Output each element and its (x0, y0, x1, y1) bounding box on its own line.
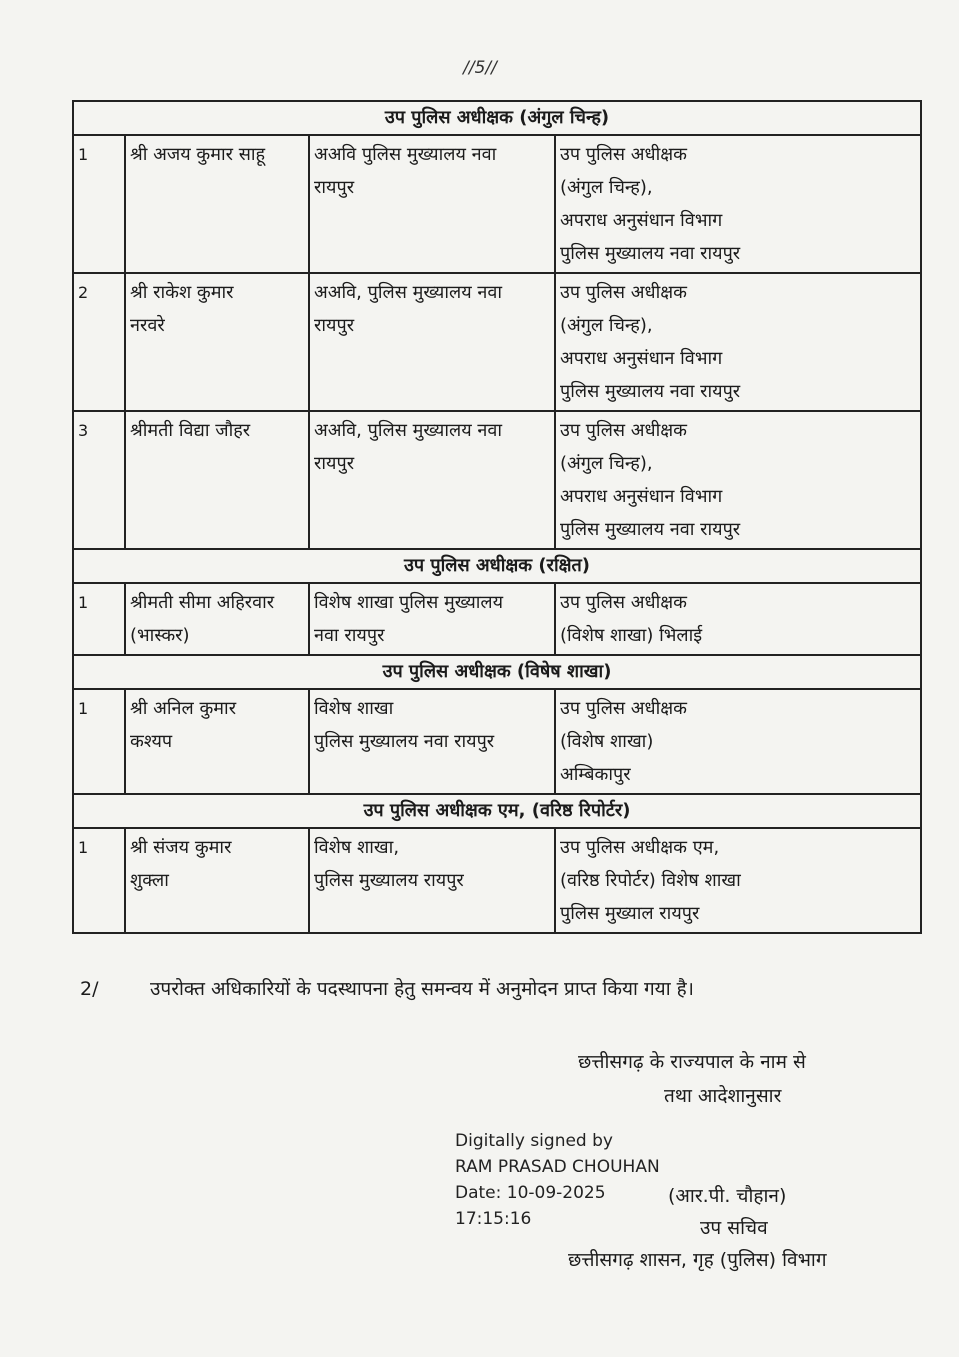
new-posting-line: अपराध अनुसंधान विभाग (560, 486, 723, 507)
current-posting-cell (309, 583, 555, 655)
new-posting-cell (555, 583, 921, 655)
current-posting-line: रायपुर (314, 453, 355, 474)
new-posting-line: (अंगुल चिन्ह), (560, 177, 653, 198)
new-posting-cell (555, 273, 921, 411)
officer-name-line: श्री राकेश कुमार (130, 282, 234, 303)
section-heading: उप पुलिस अधीक्षक (रक्षित) (73, 549, 921, 583)
new-posting-line: (वरिष्ठ रिपोर्टर) विशेष शाखा (560, 870, 741, 891)
new-posting-line: (अंगुल चिन्ह), (560, 315, 653, 336)
page-number: //5// (463, 58, 497, 78)
closing-line-2: तथा आदेशानुसार (664, 1085, 782, 1107)
serial-number: 2 (73, 273, 125, 411)
current-posting-line: अअवि, पुलिस मुख्यालय नवा (314, 282, 503, 303)
current-posting-line: विशेष शाखा, (314, 837, 400, 858)
closing-line-1: छत्तीसगढ़ के राज्यपाल के नाम से (578, 1051, 806, 1073)
current-posting-cell (309, 411, 555, 549)
new-posting-line: उप पुलिस अधीक्षक (560, 420, 688, 441)
officer-name-line: कश्यप (130, 731, 173, 752)
officer-name-line: नरवरे (130, 315, 165, 336)
officer-name-cell (125, 689, 309, 794)
officer-name-cell (125, 828, 309, 933)
serial-number: 1 (73, 689, 125, 794)
current-posting-line: नवा रायपुर (314, 625, 385, 646)
new-posting-cell (555, 828, 921, 933)
serial-number: 1 (73, 583, 125, 655)
officer-name-line: श्रीमती विद्या जौहर (130, 420, 251, 441)
section-heading: उप पुलिस अधीक्षक (अंगुल चिन्ह) (73, 101, 921, 135)
current-posting-line: रायपुर (314, 177, 355, 198)
section-heading: उप पुलिस अधीक्षक एम, (वरिष्ठ रिपोर्टर) (73, 794, 921, 828)
digital-signature-block (455, 1128, 660, 1232)
new-posting-line: उप पुलिस अधीक्षक (560, 698, 688, 719)
new-posting-line: अपराध अनुसंधान विभाग (560, 210, 723, 231)
section-heading-row (73, 549, 921, 583)
new-posting-cell (555, 411, 921, 549)
digital-signature-time: 17:15:16 (455, 1209, 532, 1229)
new-posting-cell (555, 689, 921, 794)
section-heading-row (73, 794, 921, 828)
new-posting-line: उप पुलिस अधीक्षक एम, (560, 837, 720, 858)
digital-signature-signer: RAM PRASAD CHOUHAN (455, 1157, 660, 1177)
current-posting-line: अअवि, पुलिस मुख्यालय नवा (314, 420, 503, 441)
new-posting-cell (555, 135, 921, 273)
current-posting-line: पुलिस मुख्यालय रायपुर (314, 870, 464, 891)
paragraph-text: उपरोक्त अधिकारियों के पदस्थापना हेतु समन्वय में अनुमोदन प्राप्त किया गया है। (150, 978, 694, 1000)
section-heading-row (73, 101, 921, 135)
signatory-name: (आर.पी. चौहान) (668, 1185, 787, 1207)
current-posting-cell (309, 135, 555, 273)
section-heading-row (73, 655, 921, 689)
new-posting-line: (विशेष शाखा) (560, 731, 654, 752)
new-posting-line: (विशेष शाखा) भिलाई (560, 625, 703, 646)
table-row (73, 273, 921, 411)
section-heading: उप पुलिस अधीक्षक (विषेष शाखा) (73, 655, 921, 689)
approval-paragraph (80, 975, 940, 1001)
signatory-designation: उप सचिव (700, 1217, 768, 1239)
table-row (73, 689, 921, 794)
signatory-department: छत्तीसगढ़ शासन, गृह (पुलिस) विभाग (568, 1249, 827, 1271)
officer-name-cell (125, 135, 309, 273)
officer-name-cell (125, 583, 309, 655)
table-row (73, 411, 921, 549)
digital-signature-date: Date: 10-09-2025 (455, 1183, 606, 1203)
new-posting-line: अम्बिकापुर (560, 764, 631, 785)
current-posting-cell (309, 828, 555, 933)
officer-name-line: श्री संजय कुमार (130, 837, 232, 858)
officer-name-cell (125, 273, 309, 411)
current-posting-line: विशेष शाखा (314, 698, 394, 719)
officer-name-cell (125, 411, 309, 549)
current-posting-cell (309, 273, 555, 411)
officer-name-line: श्री अजय कुमार साहू (130, 144, 266, 165)
officer-name-line: श्रीमती सीमा अहिरवार (130, 592, 275, 613)
new-posting-line: उप पुलिस अधीक्षक (560, 144, 688, 165)
officer-name-line: (भास्कर) (130, 625, 190, 646)
new-posting-line: पुलिस मुख्याल रायपुर (560, 903, 700, 924)
serial-number: 1 (73, 135, 125, 273)
current-posting-line: रायपुर (314, 315, 355, 336)
new-posting-line: उप पुलिस अधीक्षक (560, 592, 688, 613)
current-posting-cell (309, 689, 555, 794)
table-row (73, 135, 921, 273)
current-posting-line: विशेष शाखा पुलिस मुख्यालय (314, 592, 504, 613)
table-row (73, 828, 921, 933)
new-posting-line: (अंगुल चिन्ह), (560, 453, 653, 474)
current-posting-line: पुलिस मुख्यालय नवा रायपुर (314, 731, 495, 752)
digital-signature-line: Digitally signed by (455, 1131, 613, 1151)
table-row (73, 583, 921, 655)
new-posting-line: उप पुलिस अधीक्षक (560, 282, 688, 303)
posting-table (72, 100, 922, 934)
current-posting-line: अअवि पुलिस मुख्यालय नवा (314, 144, 497, 165)
new-posting-line: पुलिस मुख्यालय नवा रायपुर (560, 243, 741, 264)
officer-name-line: श्री अनिल कुमार (130, 698, 237, 719)
serial-number: 1 (73, 828, 125, 933)
officer-name-line: शुक्ला (130, 870, 169, 891)
new-posting-line: अपराध अनुसंधान विभाग (560, 348, 723, 369)
new-posting-line: पुलिस मुख्यालय नवा रायपुर (560, 519, 741, 540)
serial-number: 3 (73, 411, 125, 549)
new-posting-line: पुलिस मुख्यालय नवा रायपुर (560, 381, 741, 402)
paragraph-number: 2/ (80, 978, 99, 1000)
